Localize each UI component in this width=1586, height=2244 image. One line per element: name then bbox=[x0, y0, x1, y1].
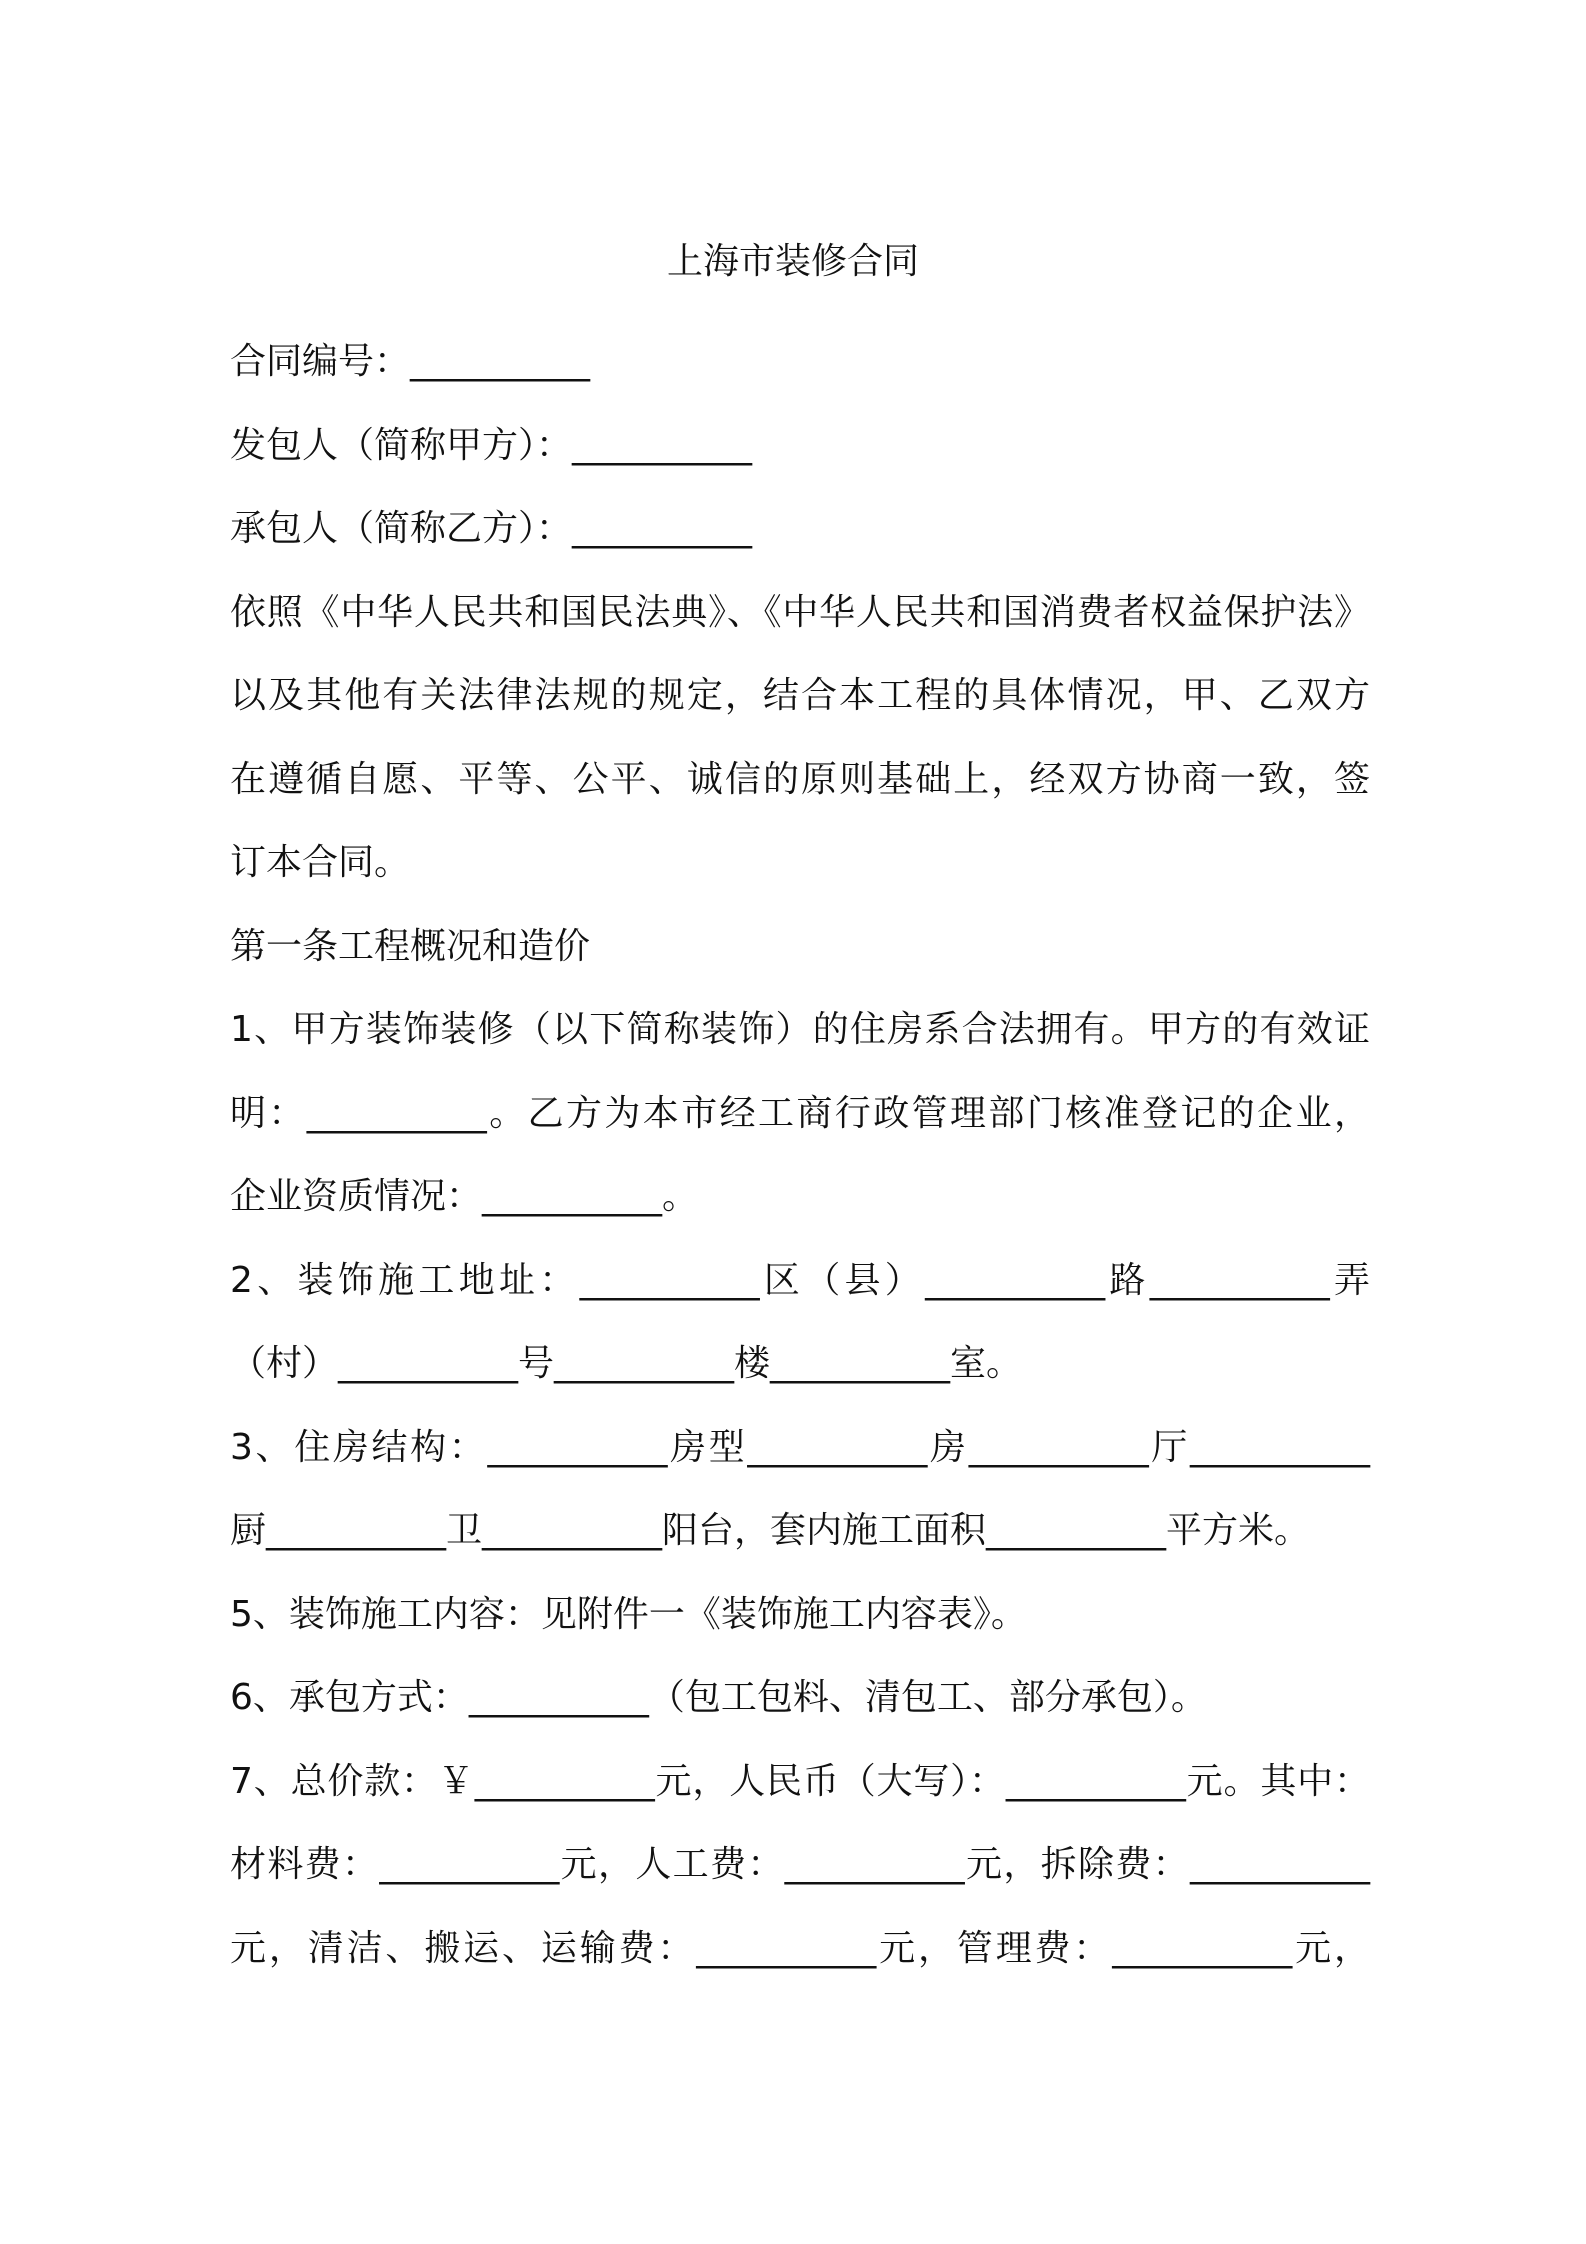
clause-5-line: 5、装饰施工内容：见附件一《装饰施工内容表》。 bbox=[230, 1593, 1027, 1635]
clause-1-line-1: 1、甲方装饰装修（以下简称装饰）的住房系合法拥有。甲方的有效证 bbox=[230, 1009, 1370, 1050]
document-body bbox=[230, 320, 1370, 1990]
clause-2-line-2: （村）__________号__________楼__________室。 bbox=[230, 1343, 1023, 1384]
clause-1-line-3: 企业资质情况：__________。 bbox=[230, 1176, 699, 1217]
preamble-line-3: 在遵循自愿、平等、公平、诚信的原则基础上，经双方协商一致，签 bbox=[230, 758, 1370, 800]
clause-7-line-3: 元，清洁、搬运、运输费：__________元，管理费：__________元， bbox=[230, 1927, 1370, 1969]
clause-1-line-2: 明：__________。乙方为本市经工商行政管理部门核准登记的企业， bbox=[230, 1092, 1370, 1134]
preamble-line-4: 订本合同。 bbox=[230, 842, 411, 883]
document-title: 上海市装修合同 bbox=[666, 241, 919, 282]
preamble-line-2: 以及其他有关法律法规的规定，结合本工程的具体情况，甲、乙双方 bbox=[230, 675, 1370, 716]
preamble-line-1: 依照《中华人民共和国民法典》、《中华人民共和国消费者权益保护法》 bbox=[230, 591, 1370, 633]
clause-3-line-1: 3、住房结构：__________房型__________房__________厅__________ bbox=[230, 1426, 1370, 1468]
clause-7-line-1: 7、总价款：￥__________元，人民币（大写）：__________元。其中： bbox=[230, 1760, 1370, 1802]
clause-2-line-1: 2、装饰施工地址：__________区（县）__________路__________弄 bbox=[230, 1259, 1370, 1301]
contract-number-line: 合同编号：__________ bbox=[230, 341, 591, 382]
party-a-line: 发包人（简称甲方）：__________ bbox=[230, 424, 753, 466]
clause-3-line-2: 厨__________卫__________阳台，套内施工面积__________平方米。 bbox=[230, 1510, 1311, 1551]
clause-6-line: 6、承包方式：__________（包工包料、清包工、部分承包）。 bbox=[230, 1677, 1207, 1718]
clause-7-line-2: 材料费：__________元，人工费：__________元，拆除费：__________ bbox=[230, 1844, 1370, 1885]
article-1-heading: 第一条工程概况和造价 bbox=[230, 925, 591, 967]
party-b-line: 承包人（简称乙方）：__________ bbox=[230, 508, 753, 549]
